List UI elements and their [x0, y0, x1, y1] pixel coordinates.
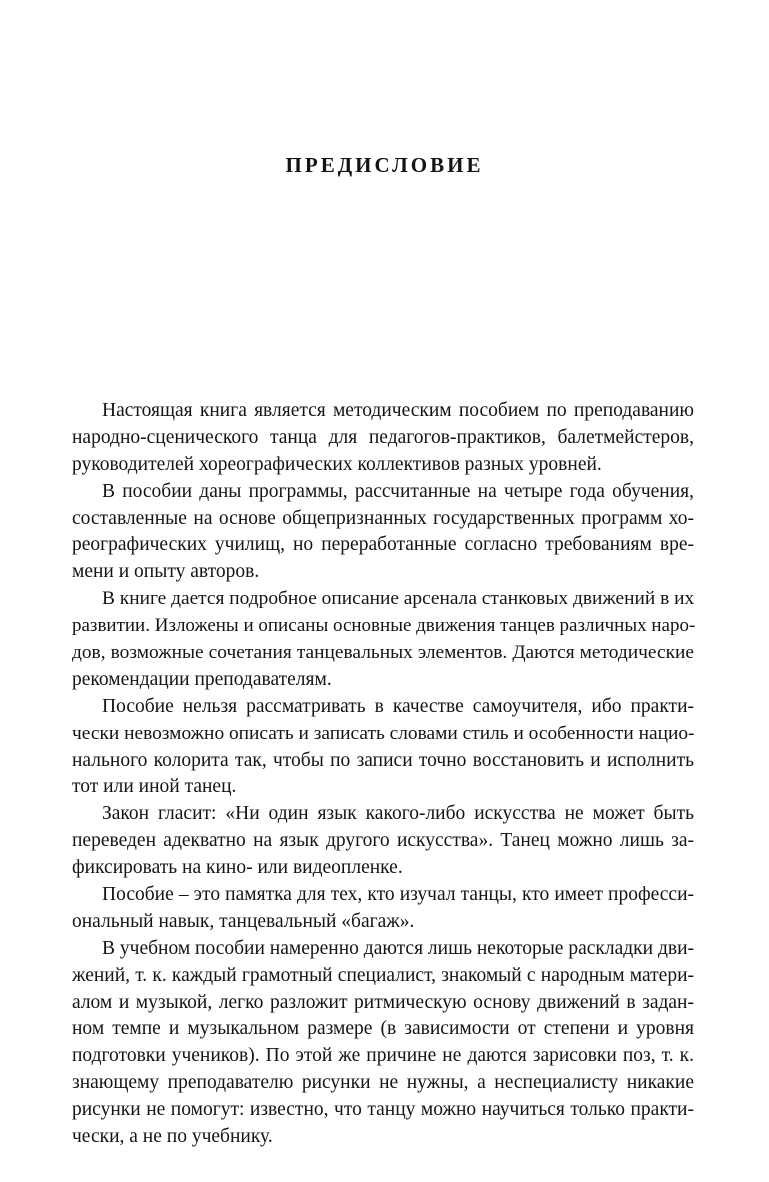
- text-line: знающему преподавателю рисунки не нужны, а неспециалисту никакие: [72, 1072, 694, 1094]
- text-line: В учебном пособии намеренно даются лишь некоторые раскладки дви-: [102, 937, 695, 959]
- text-line: реографических училищ, но переработанные согласно требованиям вре-: [72, 534, 694, 556]
- text-line: тот или иной танец.: [72, 776, 237, 798]
- text-line: ном темпе и музыкальном размере (в зависимости от степени и уровня: [72, 1018, 694, 1040]
- text-line: жений, т. к. каждый грамотный специалист, знакомый с народным матери-: [72, 964, 694, 986]
- text-line: составленные на основе общепризнанных государственных программ хо-: [72, 507, 694, 529]
- text-line: чески невозможно описать и записать словами стиль и особенности нацио-: [72, 722, 695, 744]
- text-line: чески, а не по учебнику.: [72, 1126, 273, 1148]
- text-line: переведен адекватно на язык другого искусства». Танец можно лишь за-: [72, 830, 694, 852]
- text-line: В пособии даны программы, рассчитанные на четыре года обучения,: [102, 480, 694, 502]
- page-title: ПРЕДИСЛОВИЕ: [285, 153, 484, 177]
- text-line: ональный навык, танцевальный «багаж».: [72, 910, 415, 932]
- text-line: руководителей хореографических коллективов разных уровней.: [72, 453, 602, 475]
- text-line: мени и опыту авторов.: [72, 561, 260, 583]
- text-line: рекомендации преподавателям.: [72, 668, 332, 690]
- text-line: Закон гласит: «Ни один язык какого-либо искусства не может быть: [102, 803, 694, 825]
- text-line: дов, возможные сочетания танцевальных элементов. Даются методические: [72, 642, 694, 664]
- preface-body: [72, 398, 694, 1151]
- text-line: подготовки учеников). По этой же причине не даются зарисовки поз, т. к.: [72, 1045, 694, 1067]
- text-line: народно-сценического танца для педагогов-практиков, балетмейстеров,: [72, 426, 694, 448]
- text-line: В книге дается подробное описание арсенала станковых движений в их: [102, 588, 695, 610]
- text-line: нального колорита так, чтобы по записи точно восстановить и исполнить: [72, 749, 694, 771]
- text-line: рисунки не помогут: известно, что танцу можно научиться только практи-: [72, 1099, 694, 1121]
- text-line: Пособие нельзя рассматривать в качестве самоучителя, ибо практи-: [102, 695, 694, 717]
- text-line: Настоящая книга является методическим пособием по преподаванию: [102, 400, 694, 421]
- text-line: фиксировать на кино- или видеопленке.: [72, 857, 403, 879]
- text-line: Пособие – это памятка для тех, кто изучал танцы, кто имеет професси-: [102, 884, 694, 906]
- text-line: алом и музыкой, легко разложит ритмическую основу движений в задан-: [72, 991, 694, 1013]
- text-line: развитии. Изложены и описаны основные движения танцев различных наро-: [72, 615, 696, 637]
